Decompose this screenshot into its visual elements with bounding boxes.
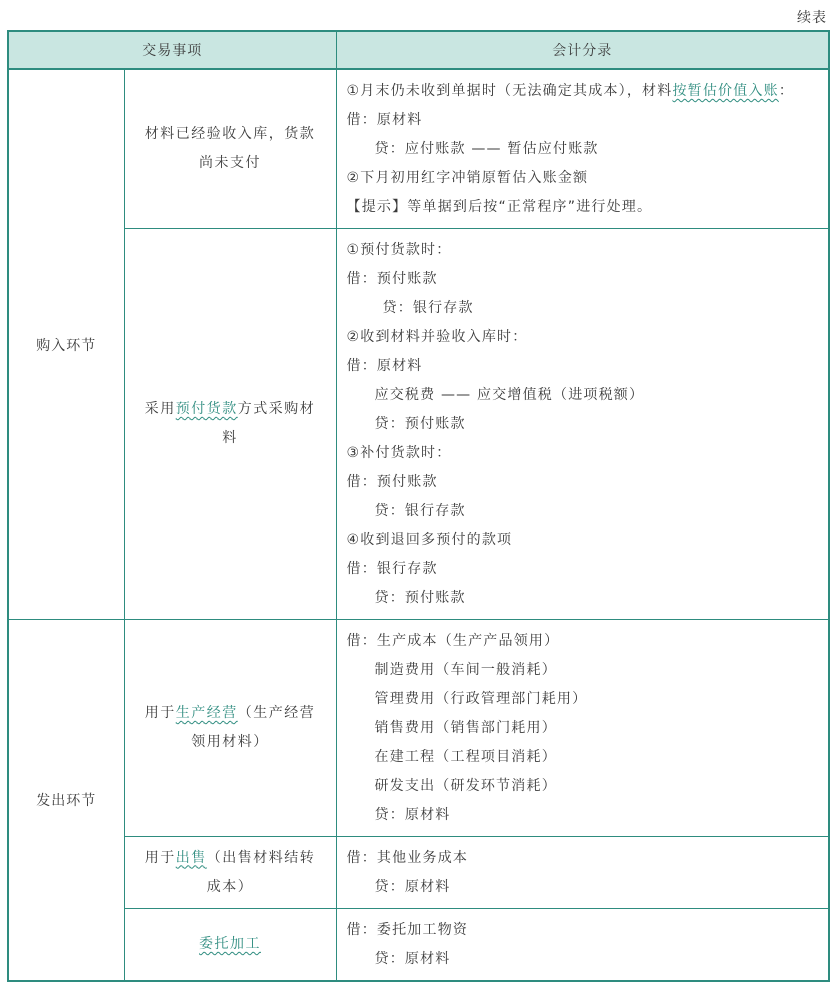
highlight-term: 按暂估价值入账	[672, 83, 779, 99]
entry-line: ①月末仍未收到单据时（无法确定其成本），材料按暂估价值入账：	[346, 83, 795, 99]
entry-cell	[336, 229, 829, 620]
entry-line: 贷：原材料	[374, 879, 451, 895]
table-header-row	[8, 31, 829, 69]
highlight-term: 预付货款	[175, 401, 238, 417]
entry-line: 应交税费 —— 应交增值税（进项税额）	[374, 387, 645, 403]
table-row	[8, 229, 829, 620]
entry-line: 在建工程（工程项目消耗）	[374, 749, 557, 765]
highlight-term: 委托加工	[199, 936, 261, 952]
entry-line: 借：预付账款	[346, 474, 438, 490]
entry-line: 贷：银行存款	[382, 300, 474, 316]
transaction-item: 用于出售（出售材料结转成本）	[124, 837, 336, 909]
entry-line: 借：原材料	[346, 358, 423, 374]
entry-line: 【提示】等单据到后按“正常程序”进行处理。	[346, 199, 653, 215]
table-row	[8, 69, 829, 229]
entry-line: ③补付货款时：	[346, 445, 452, 461]
entry-cell	[336, 620, 829, 837]
entry-line: ④收到退回多预付的款项	[346, 532, 513, 548]
entry-line: 贷：原材料	[374, 807, 451, 823]
table-row	[8, 837, 829, 909]
transaction-item	[124, 909, 336, 982]
entry-line: 借：原材料	[346, 112, 423, 128]
entry-line: 贷：应付账款 —— 暂估应付账款	[374, 141, 599, 157]
table-row	[8, 620, 829, 837]
entry-line: 借：预付账款	[346, 271, 438, 287]
continued-label: 续表	[797, 10, 827, 26]
transaction-item	[124, 69, 336, 229]
accounting-entries-table	[7, 30, 830, 982]
transaction-item: 采用预付货款方式采购材料	[124, 229, 336, 620]
entry-line: 贷：原材料	[374, 951, 451, 967]
header-entry: 会计分录	[336, 31, 829, 69]
highlight-term: 生产经营	[175, 705, 238, 721]
entry-cell	[336, 837, 829, 909]
section-purchase: 购入环节	[8, 69, 124, 620]
transaction-item: 用于生产经营（生产经营领用材料）	[124, 620, 336, 837]
header-transaction: 交易事项	[8, 31, 336, 69]
entry-line: ②收到材料并验收入库时：	[346, 329, 528, 345]
entry-line: 销售费用（销售部门耗用）	[374, 720, 557, 736]
entry-line: 贷：预付账款	[374, 590, 466, 606]
entry-line: 制造费用（车间一般消耗）	[374, 662, 557, 678]
highlight-term: 出售	[175, 849, 207, 866]
entry-line: ②下月初用红字冲销原暂估入账金额	[346, 170, 589, 186]
entry-line: ①预付货款时：	[346, 242, 452, 258]
section-issue: 发出环节	[8, 620, 124, 982]
entry-line: 研发支出（研发环节消耗）	[374, 778, 557, 794]
entry-line: 借：生产成本（生产产品领用）	[346, 633, 560, 649]
entry-line: 贷：预付账款	[374, 416, 466, 432]
entry-cell	[336, 69, 829, 229]
entry-line: 借：其他业务成本	[346, 850, 469, 866]
item-text: 材料已经验收入库，货款尚未支付	[144, 126, 316, 171]
entry-line: 借：银行存款	[346, 561, 438, 577]
entry-line: 借：委托加工物资	[346, 922, 469, 938]
entry-line: 管理费用（行政管理部门耗用）	[374, 691, 588, 707]
entry-line: 贷：银行存款	[374, 503, 466, 519]
table-row	[8, 909, 829, 982]
entry-cell	[336, 909, 829, 982]
